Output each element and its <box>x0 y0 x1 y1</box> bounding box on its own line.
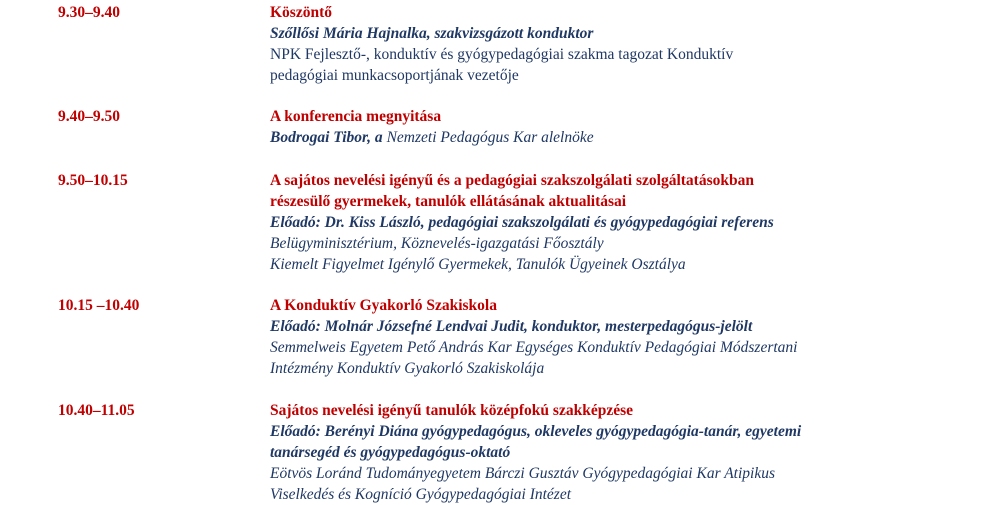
speaker-role: Nemzeti Pedagógus Kar alelnöke <box>386 129 594 146</box>
session-time: 10.40–11.05 <box>58 402 135 419</box>
session-time: 9.50–10.15 <box>58 172 128 189</box>
session-speaker: Előadó: Molnár Józsefné Lendvai Judit, konduktor, mesterpedagógus-jelölt <box>270 318 753 335</box>
session-title: A sajátos nevelési igényű és a pedagógiai szakszolgálati szolgáltatásokban <box>270 172 754 189</box>
session-time: 10.15 –10.40 <box>58 297 140 314</box>
session-speaker <box>270 127 910 148</box>
session-affiliation: Kiemelt Figyelmet Igénylő Gyermekek, Tanulók Ügyeinek Osztálya <box>270 256 686 273</box>
session-speaker: Előadó: Berényi Diána gyógypedagógus, okleveles gyógypedagógia-tanár, egyetemi <box>270 423 802 440</box>
speaker-name: Bodrogai Tibor, a <box>270 129 387 146</box>
session-affiliation: NPK Fejlesztő-, konduktív és gyógypedagógiai szakma tagozat Konduktív <box>270 46 734 63</box>
session-title: Sajátos nevelési igényű tanulók középfokú szakképzése <box>270 402 633 419</box>
session-title: részesülő gyermekek, tanulók ellátásának aktualitásai <box>270 193 627 210</box>
session-title: A Konduktív Gyakorló Szakiskola <box>270 297 497 314</box>
session-content <box>270 106 910 148</box>
session-affiliation: Semmelweis Egyetem Pető András Kar Egységes Konduktív Pedagógiai Módszertani <box>270 339 798 356</box>
session-content <box>270 170 910 275</box>
session-time: 9.40–9.50 <box>58 108 120 125</box>
session-speaker: Szőllősi Mária Hajnalka, szakvizsgázott konduktor <box>270 25 594 42</box>
session-affiliation: pedagógiai munkacsoportjának vezetője <box>270 67 519 84</box>
session-content <box>270 295 910 379</box>
session-time: 9.30–9.40 <box>58 4 120 21</box>
session-affiliation: Belügyminisztérium, Köznevelés-igazgatási Főosztály <box>270 235 604 252</box>
session-content <box>270 2 910 86</box>
session-affiliation: Viselkedés és Kogníció Gyógypedagógiai Intézet <box>270 486 572 503</box>
session-speaker: tanársegéd és gyógypedagógus-oktató <box>270 444 511 461</box>
session-affiliation: Intézmény Konduktív Gyakorló Szakiskolája <box>270 360 545 377</box>
session-affiliation: Eötvös Loránd Tudományegyetem Bárczi Gusztáv Gyógypedagógiai Kar Atipikus <box>270 465 775 482</box>
session-speaker: Előadó: Dr. Kiss László, pedagógiai szakszolgálati és gyógypedagógiai referens <box>270 214 774 231</box>
session-content <box>270 400 910 505</box>
session-title: Köszöntő <box>270 4 332 21</box>
session-title: A konferencia megnyitása <box>270 108 442 125</box>
